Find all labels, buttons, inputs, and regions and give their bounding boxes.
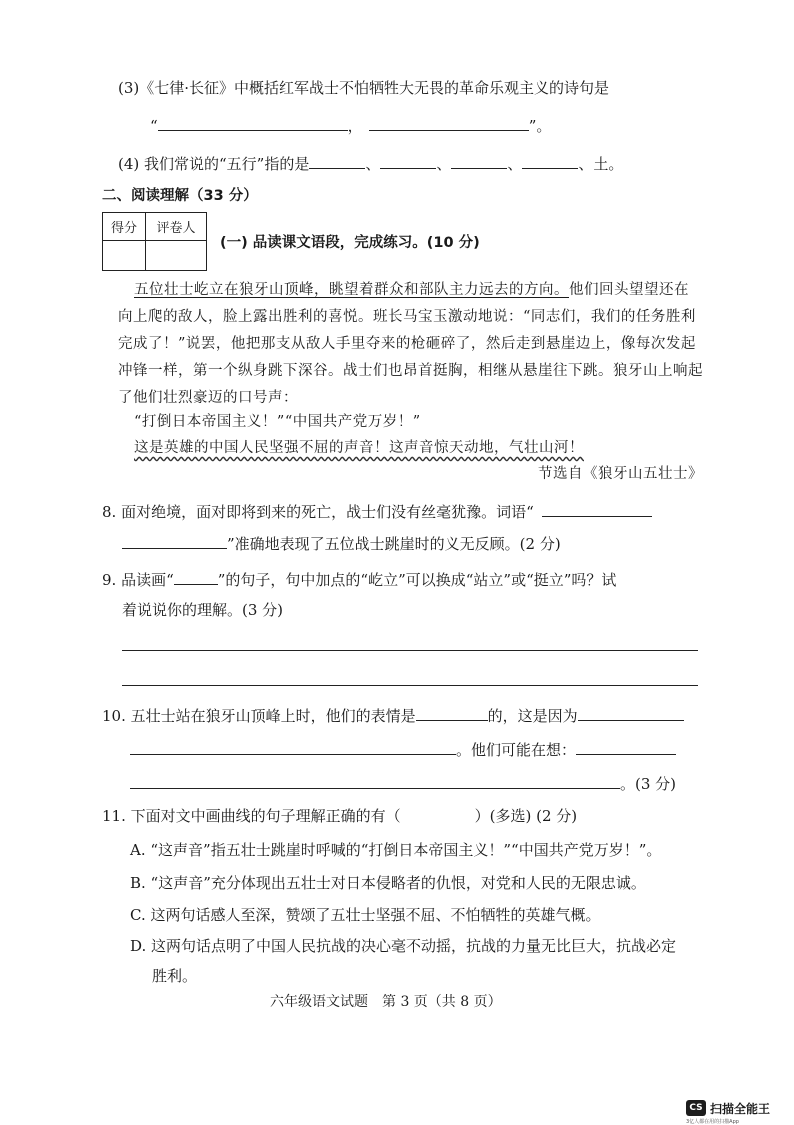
question-11-stem	[102, 806, 577, 826]
score-table-header-score: 得分	[103, 213, 146, 241]
question-9-prefix: 9. 品读画“	[102, 571, 174, 589]
question-11-stem-end: ）(多选) (2 分)	[474, 807, 578, 825]
question-9-suffix: ”的句子，句中加点的“屹立”可以换成“站立”或“挺立”吗？试	[217, 571, 617, 589]
question-10-prefix: 10. 五壮士站在狼牙山顶峰上时，他们的表情是	[102, 707, 416, 725]
question-3-blank-1[interactable]	[158, 114, 348, 131]
question-3-comma: ，	[347, 117, 363, 135]
question-4-blank-3[interactable]	[451, 152, 507, 169]
question-11-option-b: B. “这声音”充分体现出五壮士对日本侵略者的仇恨，对党和人民的无限忠诚。	[130, 874, 646, 892]
question-4-blank-1[interactable]	[309, 152, 365, 169]
passage-wavy-sentence: 这是英雄的中国人民坚强不屈的声音！这声音惊天动地，气壮山河！	[134, 440, 584, 456]
question-11-option-a: A. “这声音”指五壮士跳崖时呼喊的“打倒日本帝国主义！”“中国共产党万岁！”。	[130, 841, 662, 859]
question-3-answer-line	[150, 114, 551, 136]
question-8-line-1	[102, 500, 652, 522]
question-9-line-2: 着说说你的理解。(3 分)	[122, 601, 284, 619]
passage-line-1-rest: 他们回头望望还在	[569, 282, 689, 298]
camscanner-name: 扫描全能王	[710, 1102, 771, 1116]
question-4-sep-3: 、	[507, 155, 523, 173]
part-1-title: (一) 品读课文语段，完成练习。(10 分)	[220, 235, 480, 251]
question-10-thought-cont-blank[interactable]	[130, 772, 620, 789]
question-10-expression-blank[interactable]	[416, 704, 488, 721]
passage-line-5: 了他们壮烈豪迈的口号声：	[118, 390, 298, 406]
score-table	[102, 212, 207, 271]
question-10-line-1	[102, 704, 684, 726]
question-4-suffix: 、土。	[578, 155, 624, 173]
question-3-blank-2[interactable]	[369, 114, 529, 131]
question-4-blank-2[interactable]	[380, 152, 436, 169]
passage-line-4: 冲锋一样，第一个纵身跳下深谷。战士们也昂首挺胸，相继从悬崖往下跳。狼牙山上响起	[118, 363, 703, 379]
question-4-sep-2: 、	[436, 155, 452, 173]
question-9-answer-line-1[interactable]	[122, 650, 698, 651]
question-10-line-3	[130, 772, 676, 794]
question-8-blank-2[interactable]	[122, 532, 227, 549]
camscanner-logo-icon: CS	[686, 1100, 706, 1116]
question-9-symbol-blank[interactable]	[174, 568, 218, 585]
grader-cell[interactable]	[146, 241, 207, 271]
question-8-blank-1[interactable]	[542, 500, 652, 517]
question-4-blank-4[interactable]	[522, 152, 578, 169]
question-4-prefix: (4) 我们常说的“五行”指的是	[118, 155, 310, 173]
question-8-text: 8. 面对绝境，面对即将到来的死亡，战士们没有丝毫犹豫。词语“	[102, 503, 534, 521]
question-9-answer-line-2[interactable]	[122, 685, 698, 686]
passage-underlined-sentence: 五位壮士屹立在狼牙山顶峰，眺望着群众和部队主力远去的方向。	[134, 282, 569, 298]
question-11-option-c: C. 这两句话感人至深，赞颂了五壮士坚强不屈、不怕牺牲的英雄气概。	[130, 906, 601, 924]
question-10-line-2	[130, 738, 676, 760]
question-8-line-2	[122, 532, 561, 554]
question-3-close-quote: ”。	[528, 117, 552, 135]
question-8-text-2: ”准确地表现了五位战士跳崖时的义无反顾。(2 分)	[227, 535, 561, 553]
score-cell[interactable]	[103, 241, 146, 271]
question-10-mid: 的，这是因为	[487, 707, 578, 725]
camscanner-tagline: 3亿人都在用的扫描App	[686, 1119, 739, 1125]
passage-line-1	[134, 280, 689, 300]
question-4	[118, 152, 623, 174]
question-3-text: (3)《七律·长征》中概括红军战士不怕牺牲大无畏的革命乐观主义的诗句是	[118, 79, 610, 97]
passage-source: 节选自《狼牙山五壮士》	[538, 466, 703, 482]
question-11-option-d-continued: 胜利。	[152, 967, 198, 985]
question-11-option-d: D. 这两句话点明了中国人民抗战的决心毫不动摇，抗战的力量无比巨大，抗战必定	[130, 937, 677, 955]
passage-slogan: “打倒日本帝国主义！”“中国共产党万岁！”	[134, 414, 421, 430]
question-9-line-1	[102, 568, 616, 590]
question-10-reason-blank[interactable]	[578, 704, 684, 721]
score-table-header-grader: 评卷人	[146, 213, 207, 241]
page-footer: 六年级语文试题 第 3 页（共 8 页）	[270, 994, 502, 1010]
question-10-thought-blank[interactable]	[576, 738, 676, 755]
question-10-line-3-suffix: 。(3 分)	[620, 775, 677, 793]
passage-line-3: 完成了！”说罢，他把那支从敌人手里夺来的枪砸碎了，然后走到悬崖边上，像每次发起	[118, 336, 696, 352]
question-10-reason-cont-blank[interactable]	[130, 738, 456, 755]
section-2-title: 二、阅读理解（33 分）	[102, 188, 258, 204]
question-4-sep-1: 、	[365, 155, 381, 173]
passage-line-2: 向上爬的敌人，脸上露出胜利的喜悦。班长马宝玉激动地说：“同志们，我们的任务胜利	[118, 309, 696, 325]
question-10-line-2-suffix: 。他们可能在想：	[456, 741, 577, 759]
question-3-open-quote: “	[150, 117, 158, 135]
question-11-stem-text: 11. 下面对文中画曲线的句子理解正确的有（	[102, 807, 401, 825]
